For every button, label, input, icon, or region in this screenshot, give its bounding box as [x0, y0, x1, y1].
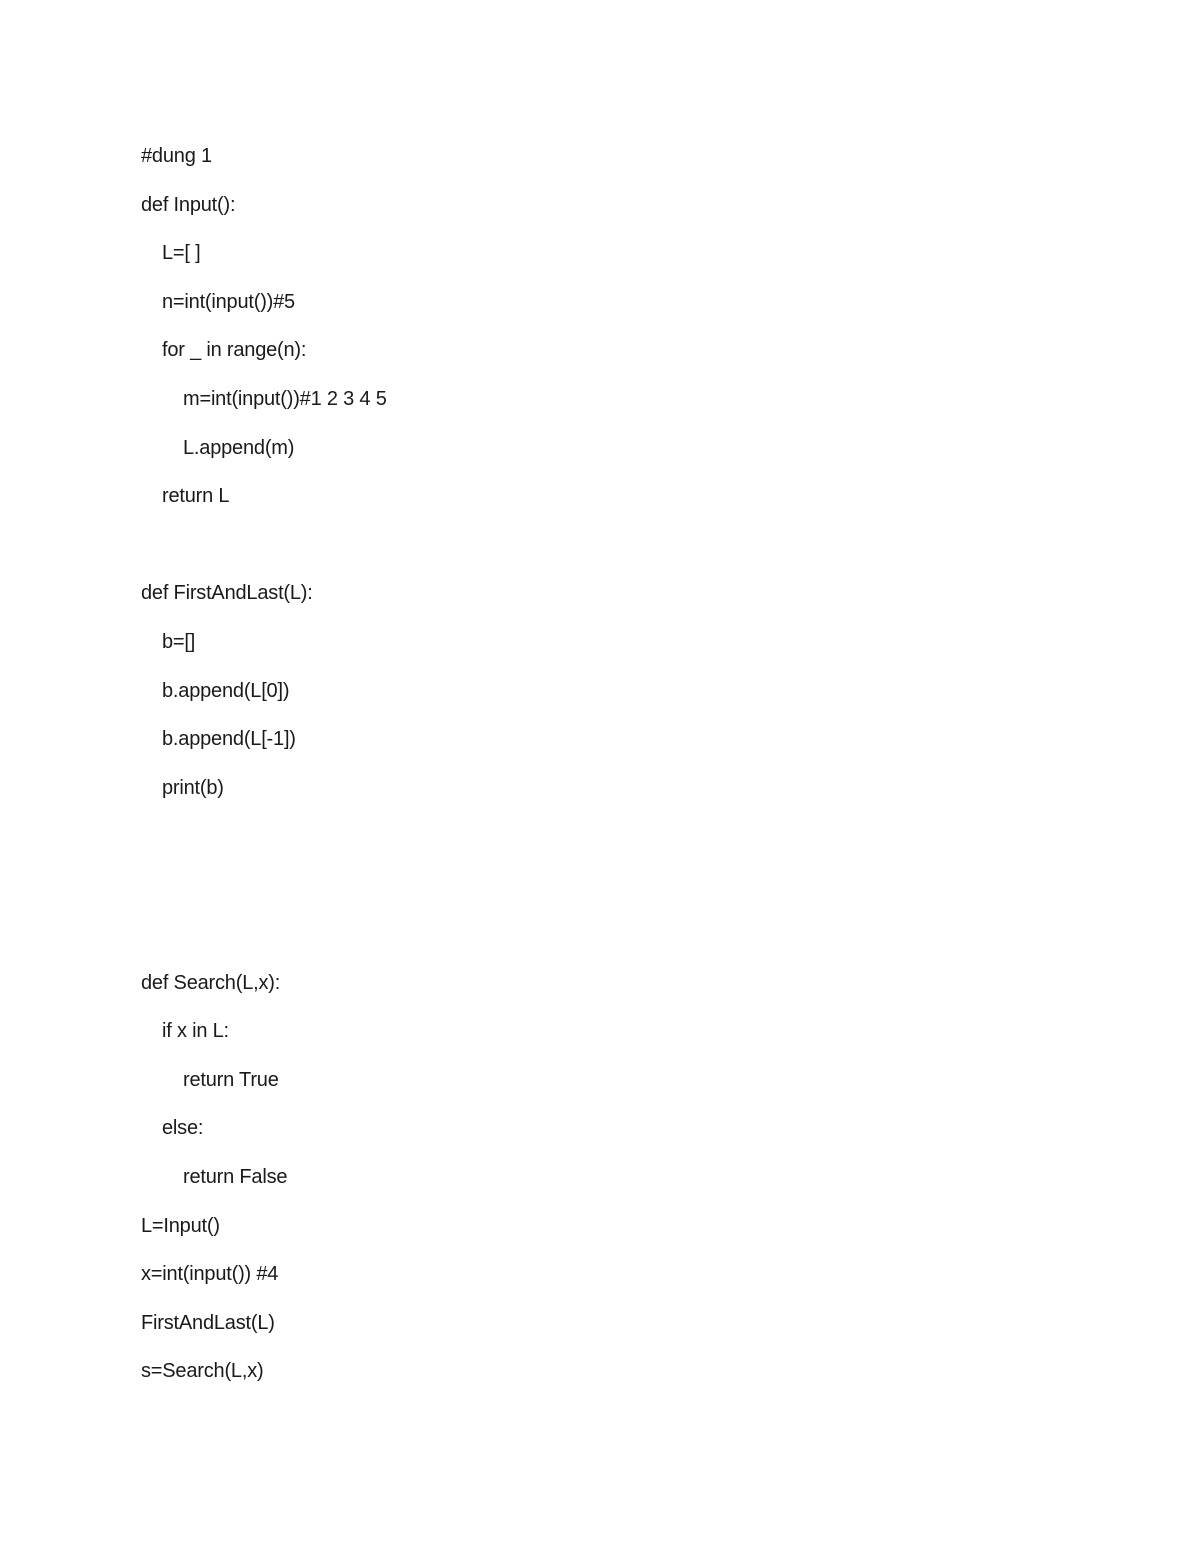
code-line: L=Input() — [141, 1215, 220, 1237]
code-line: n=int(input())#5 — [162, 291, 295, 313]
code-line: return True — [183, 1069, 279, 1091]
code-line: L.append(m) — [183, 437, 295, 459]
code-line: else: — [162, 1117, 204, 1139]
code-line: b.append(L[-1]) — [162, 728, 296, 750]
code-line: b.append(L[0]) — [162, 680, 290, 702]
code-line: #dung 1 — [141, 145, 212, 167]
code-line: def Search(L,x): — [141, 972, 281, 994]
code-line: def Input(): — [141, 194, 236, 216]
code-line: print(b) — [162, 777, 224, 799]
code-line: b=[] — [162, 631, 196, 653]
code-line: x=int(input()) #4 — [141, 1263, 279, 1285]
code-line: FirstAndLast(L) — [141, 1312, 275, 1334]
code-line: def FirstAndLast(L): — [141, 582, 313, 604]
code-line: L=[ ] — [162, 242, 201, 264]
code-line: if x in L: — [162, 1020, 229, 1042]
code-line: s=Search(L,x) — [141, 1360, 264, 1382]
code-line: return False — [183, 1166, 288, 1188]
code-line: return L — [162, 485, 230, 507]
code-line: m=int(input())#1 2 3 4 5 — [183, 388, 387, 410]
code-line: for _ in range(n): — [162, 339, 307, 361]
